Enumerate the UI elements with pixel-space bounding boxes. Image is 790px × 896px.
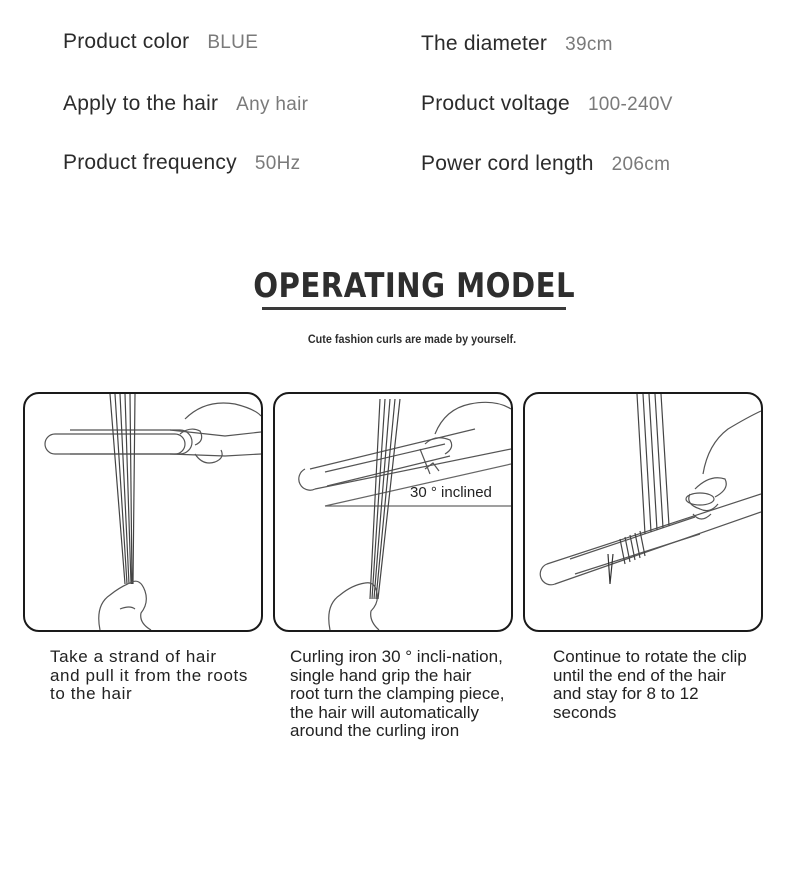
spec-label: Product voltage: [421, 92, 570, 115]
spec-label: The diameter: [421, 32, 548, 55]
spec-value: 39cm: [565, 34, 613, 55]
spec-diameter: [421, 32, 613, 56]
title-underline: [262, 307, 566, 310]
step-caption-2: Curling iron 30 ° incli-nation, single hand grip the hair root turn the clamping piece, the hair will automatically around the curling iron: [290, 647, 505, 740]
spec-value: 206cm: [611, 154, 671, 175]
spec-apply-to-hair: [63, 92, 308, 116]
step-caption-3: Continue to rotate the clip until the end of the hair and stay for 8 to 12 seconds: [553, 647, 747, 722]
spec-value: Any hair: [236, 94, 309, 115]
incline-curling-iron-illustration: [273, 392, 513, 632]
section-title: OPERATING MODEL: [253, 266, 575, 306]
rotate-clip-illustration: [523, 392, 763, 632]
pull-hair-strand-illustration: [23, 392, 263, 632]
spec-label: Product frequency: [63, 151, 237, 174]
step-caption-1: Take a strand of hair and pull it from the roots to the hair: [50, 647, 248, 703]
spec-product-color: [63, 30, 258, 54]
spec-value: 100-240V: [587, 94, 673, 115]
spec-power-cord: [421, 152, 670, 176]
spec-label: Apply to the hair: [63, 92, 219, 115]
spec-voltage: [421, 92, 673, 116]
spec-label: Power cord length: [421, 152, 594, 175]
angle-annotation: 30 ° inclined: [410, 484, 492, 501]
spec-value: BLUE: [207, 32, 259, 53]
spec-value: 50Hz: [254, 153, 301, 174]
spec-frequency: [63, 151, 300, 175]
spec-label: Product color: [63, 30, 190, 53]
section-subtitle: Cute fashion curls are made by yourself.: [307, 332, 517, 346]
